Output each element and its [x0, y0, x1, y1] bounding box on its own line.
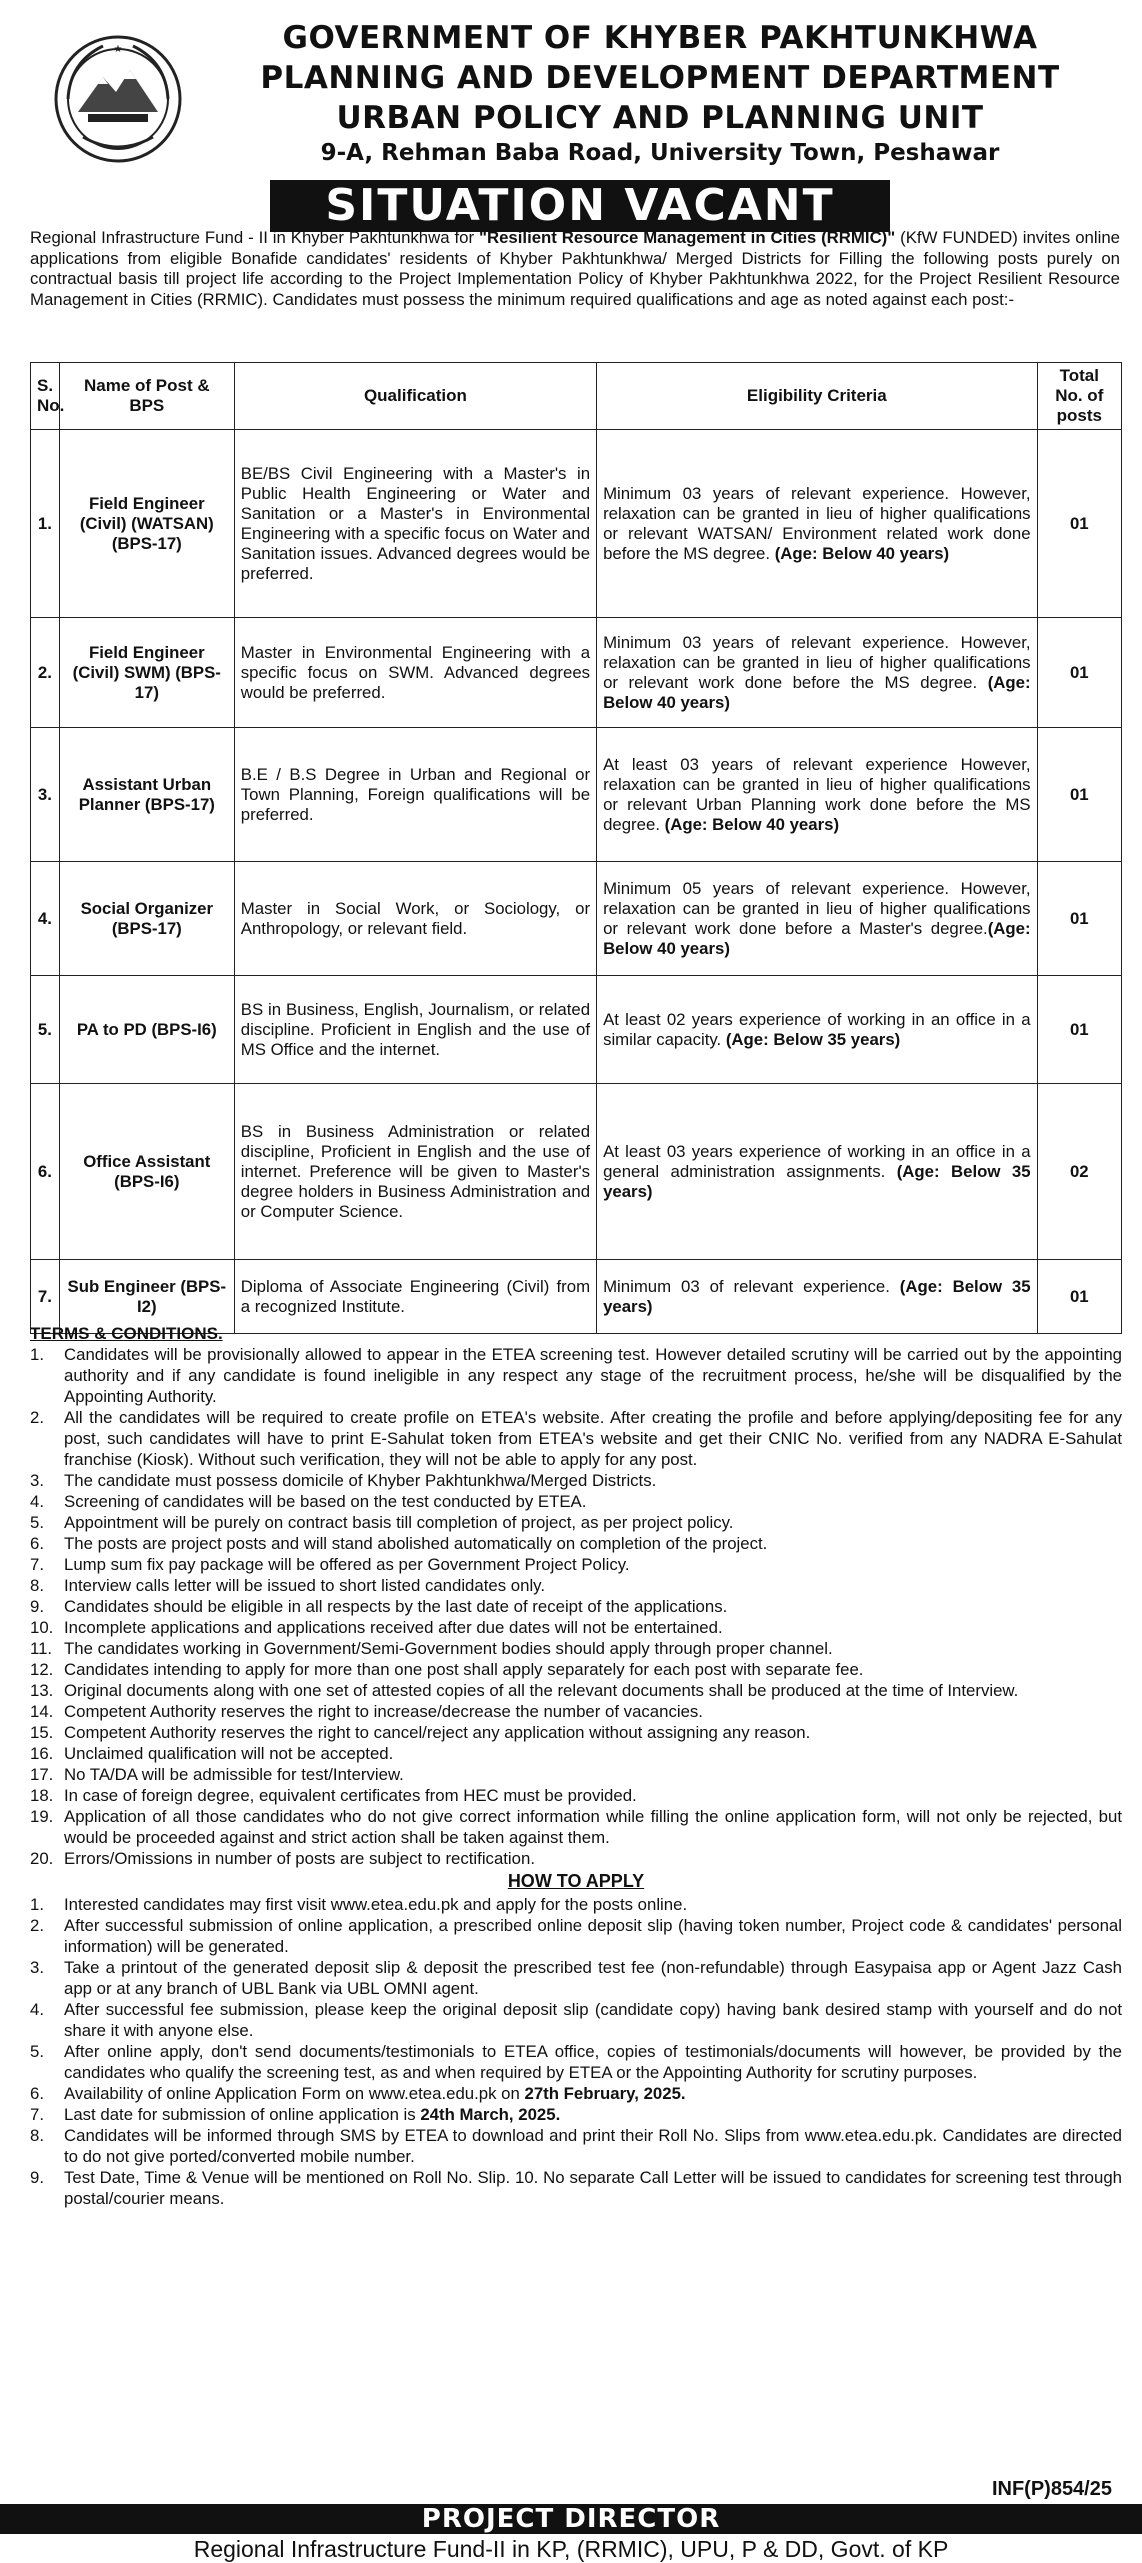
- list-item: [30, 2125, 1122, 2167]
- item-number: 9.: [30, 1597, 44, 1616]
- item-number: 10.: [30, 1618, 54, 1637]
- item-number: 20.: [30, 1849, 54, 1868]
- row-eligibility: [597, 1084, 1038, 1260]
- list-item: [30, 1722, 1122, 1743]
- header-post: Name of Post & BPS: [59, 363, 234, 430]
- item-number: 4.: [30, 1492, 44, 1511]
- item-text: Original documents along with one set of attested copies of all the relevant documents shall be produced at the time of Interview.: [64, 1681, 1019, 1700]
- age-limit: (Age: Below 35 years): [725, 1029, 901, 1049]
- age-limit: (Age: Below 35 years): [603, 1276, 1031, 1316]
- item-number: 8.: [30, 2126, 44, 2145]
- row-qualification: BE/BS Civil Engineering with a Master's in Public Health Engineering or Water and Sanitation or a Master's in Environmental Engineering with a specific focus on Water and Sanitation issues. Advanced degrees would be preferred.: [234, 430, 596, 618]
- list-item: [30, 2104, 1122, 2125]
- item-text: Unclaimed qualification will not be accepted.: [64, 1744, 394, 1763]
- row-sno: 4.: [31, 862, 60, 976]
- list-item: [30, 1470, 1122, 1491]
- row-post: Assistant Urban Planner (BPS-17): [59, 728, 234, 862]
- row-total: 02: [1037, 1084, 1121, 1260]
- list-item: [30, 1894, 1122, 1915]
- intro-paragraph: [30, 228, 1120, 310]
- item-number: 7.: [30, 2105, 44, 2124]
- item-number: 18.: [30, 1786, 54, 1805]
- list-item: [30, 1407, 1122, 1470]
- terms-list: [30, 1344, 1122, 1869]
- row-post: Field Engineer (Civil) SWM) (BPS-17): [59, 618, 234, 728]
- item-number: 5.: [30, 2042, 44, 2061]
- row-post: Office Assistant (BPS-I6): [59, 1084, 234, 1260]
- age-limit: (Age: Below 40 years): [603, 918, 1031, 958]
- row-eligibility: [597, 430, 1038, 618]
- row-sno: 6.: [31, 1084, 60, 1260]
- item-text: After successful submission of online application, a prescribed online deposit slip (having token number, Project code & candidates' personal information) will be generated.: [64, 1916, 1122, 1956]
- item-number: 6.: [30, 1534, 44, 1553]
- last-date: 24th March, 2025.: [420, 2105, 561, 2124]
- row-qualification: BS in Business Administration or related discipline, Proficient in English and the use of internet. Preference will be given to Master's degree holders in Business Administration and or Computer Science.: [234, 1084, 596, 1260]
- list-item: [30, 1344, 1122, 1407]
- header-department: PLANNING AND DEVELOPMENT DEPARTMENT: [260, 60, 1060, 96]
- terms-section: [30, 1323, 1122, 2209]
- item-number: 5.: [30, 1513, 44, 1532]
- eligibility-text: Minimum 05 years of relevant experience. However, relaxation can be granted in lieu of higher qualifications or relevant work done before a Master's degree.: [603, 878, 1031, 938]
- item-number: 2.: [30, 1408, 44, 1427]
- list-item: [30, 1533, 1122, 1554]
- how-to-apply-title: HOW TO APPLY: [507, 1871, 645, 1891]
- list-item: [30, 1575, 1122, 1596]
- row-post: Sub Engineer (BPS-I2): [59, 1260, 234, 1334]
- row-qualification: Master in Social Work, or Sociology, or Anthropology, or relevant field.: [234, 862, 596, 976]
- list-item: [30, 1999, 1122, 2041]
- item-text: Errors/Omissions in number of posts are subject to rectification.: [64, 1849, 535, 1868]
- item-text-part: Availability of online Application Form on www.etea.edu.pk on: [64, 2084, 525, 2103]
- row-sno: 1.: [31, 430, 60, 618]
- item-text: After online apply, don't send documents/testimonials to ETEA office, copies of testimonials/documents will however, be provided by the candidates who qualify the screening test, as and when required by ETEA or the Appointing Authority for scrutiny purposes.: [64, 2042, 1122, 2082]
- item-text: Application of all those candidates who do not give correct information while filling the online application form, will not only be rejected, but would be proceeded against and strict action shall be taken against them.: [64, 1807, 1122, 1847]
- item-text: Appointment will be purely on contract basis till completion of project, as per project policy.: [64, 1513, 734, 1532]
- item-text: Screening of candidates will be based on the test conducted by ETEA.: [64, 1492, 587, 1511]
- row-eligibility: [597, 618, 1038, 728]
- project-director-organization: Regional Infrastructure Fund-II in KP, (RRMIC), UPU, P & DD, Govt. of KP: [193, 2536, 949, 2562]
- list-item: [30, 1915, 1122, 1957]
- eligibility-text: At least 02 years experience of working in an office in a similar capacity.: [603, 1009, 1031, 1049]
- item-text: Competent Authority reserves the right to cancel/reject any application without assigning any reason.: [64, 1723, 811, 1742]
- item-number: 19.: [30, 1807, 54, 1826]
- row-total: 01: [1037, 862, 1121, 976]
- item-text: The candidate must possess domicile of Khyber Pakhtunkhwa/Merged Districts.: [64, 1471, 657, 1490]
- intro-text-1: Regional Infrastructure Fund - II in Khyber Pakhtunkhwa for: [30, 228, 479, 247]
- list-item: [30, 2041, 1122, 2083]
- row-qualification: BS in Business, English, Journalism, or related discipline. Proficient in English and the use of MS Office and the internet.: [234, 976, 596, 1084]
- header-eligibility: Eligibility Criteria: [597, 363, 1038, 430]
- eligibility-text: Minimum 03 of relevant experience.: [603, 1276, 900, 1296]
- row-sno: 7.: [31, 1260, 60, 1334]
- item-number: 1.: [30, 1345, 44, 1364]
- age-limit: (Age: Below 40 years): [603, 672, 1031, 712]
- posts-table: [30, 362, 1122, 1334]
- header-address: 9-A, Rehman Baba Road, University Town, Peshawar: [320, 140, 1000, 166]
- project-director-bar: PROJECT DIRECTOR: [0, 2504, 1142, 2534]
- item-text: Candidates intending to apply for more than one post shall apply separately for each post with separate fee.: [64, 1660, 864, 1679]
- list-item: [30, 2083, 1122, 2104]
- list-item: [30, 1680, 1122, 1701]
- intro-project-name: "Resilient Resource Management in Cities (RRMIC)": [479, 228, 896, 247]
- item-number: 6.: [30, 2084, 44, 2103]
- item-text: [64, 2083, 1122, 2104]
- list-item: [30, 1554, 1122, 1575]
- header: [0, 10, 1142, 231]
- item-number: 11.: [30, 1639, 53, 1658]
- list-item: [30, 1785, 1122, 1806]
- eligibility-text: Minimum 03 years of relevant experience. However, relaxation can be granted in lieu of higher qualifications or relevant WATSAN/ Environment related work done before the MS degree.: [603, 483, 1031, 563]
- list-item: [30, 1957, 1122, 1999]
- table-row: [31, 1084, 1122, 1260]
- list-item: [30, 2167, 1122, 2209]
- list-item: [30, 1596, 1122, 1617]
- item-text: The posts are project posts and will stand abolished automatically on completion of the project.: [64, 1534, 768, 1553]
- row-qualification: B.E / B.S Degree in Urban and Regional or Town Planning, Foreign qualifications will be preferred.: [234, 728, 596, 862]
- item-number: 9.: [30, 2168, 44, 2187]
- item-text: Competent Authority reserves the right to increase/decrease the number of vacancies.: [64, 1702, 703, 1721]
- list-item: [30, 1491, 1122, 1512]
- intro-text-2: (KfW FUNDED) invites online applications from eligible Bonafide candidates' residents of Khyber Pakhtunkhwa/ Merged Districts for Filling the following posts purely on contractual basis till project life according to the Project Implementation Policy of Khyber Pakhtunkhwa 2022, for the Project Resilient Resource Management in Cities (RRMIC). Candidates must possess the minimum required qualifications and age as noted against each post:-: [30, 228, 1121, 309]
- item-text: [64, 2104, 1122, 2125]
- item-text: In case of foreign degree, equivalent certificates from HEC must be provided.: [64, 1786, 637, 1805]
- header-total: Total No. of posts: [1037, 363, 1121, 430]
- list-item: [30, 1764, 1122, 1785]
- footer: [0, 2478, 1142, 2560]
- header-sno: S. No.: [31, 363, 60, 430]
- header-unit: URBAN POLICY AND PLANNING UNIT: [336, 100, 984, 136]
- item-text: Candidates will be provisionally allowed to appear in the ETEA screening test. However detailed scrutiny will be carried out by the appointing authority and if any candidate is found ineligible in any respect any stage of the recruitment process, he/she will be disqualified by the Appointing Authority.: [64, 1345, 1122, 1406]
- row-eligibility: [597, 728, 1038, 862]
- row-total: 01: [1037, 430, 1121, 618]
- row-sno: 5.: [31, 976, 60, 1084]
- item-text: Candidates should be eligible in all respects by the last date of receipt of the applications.: [64, 1597, 728, 1616]
- list-item: [30, 1701, 1122, 1722]
- item-number: 1.: [30, 1895, 44, 1914]
- list-item: [30, 1743, 1122, 1764]
- situation-vacant-banner: SITUATION VACANT: [270, 180, 890, 232]
- item-text: No TA/DA will be admissible for test/Interview.: [64, 1765, 404, 1784]
- row-qualification: Master in Environmental Engineering with a specific focus on SWM. Advanced degrees would be preferred.: [234, 618, 596, 728]
- table-row: [31, 976, 1122, 1084]
- item-text: Test Date, Time & Venue will be mentioned on Roll No. Slip. 10. No separate Call Letter will be issued to candidates for screening test through postal/courier means.: [64, 2168, 1122, 2208]
- item-number: 7.: [30, 1555, 44, 1574]
- item-number: 14.: [30, 1702, 54, 1721]
- item-number: 15.: [30, 1723, 54, 1742]
- row-post: PA to PD (BPS-I6): [59, 976, 234, 1084]
- list-item: [30, 1848, 1122, 1869]
- table-header-row: [31, 363, 1122, 430]
- item-text: Incomplete applications and applications received after due dates will not be entertained.: [64, 1618, 723, 1637]
- row-post: Field Engineer (Civil) (WATSAN) (BPS-17): [59, 430, 234, 618]
- item-number: 3.: [30, 1471, 44, 1490]
- list-item: [30, 1617, 1122, 1638]
- row-eligibility: [597, 862, 1038, 976]
- item-number: 3.: [30, 1958, 44, 1977]
- advertisement-reference: INF(P)854/25: [991, 2478, 1112, 2500]
- age-limit: (Age: Below 40 years): [774, 543, 950, 563]
- availability-date: 27th February, 2025.: [524, 2084, 686, 2103]
- item-number: 13.: [30, 1681, 54, 1700]
- kp-government-emblem-icon: [48, 32, 188, 167]
- item-text: Interested candidates may first visit www.etea.edu.pk and apply for the posts online.: [64, 1895, 688, 1914]
- list-item: [30, 1806, 1122, 1848]
- item-text-part: Last date for submission of online application is: [64, 2105, 421, 2124]
- list-item: [30, 1512, 1122, 1533]
- item-text: Candidates will be informed through SMS by ETEA to download and print their Roll No. Slips from www.etea.edu.pk. Candidates are directed to do not give ported/converted mobile number.: [64, 2126, 1122, 2166]
- list-item: [30, 1659, 1122, 1680]
- list-item: [30, 1638, 1122, 1659]
- table-row: [31, 618, 1122, 728]
- table-row: [31, 862, 1122, 976]
- age-limit: (Age: Below 35 years): [603, 1161, 1031, 1201]
- row-sno: 2.: [31, 618, 60, 728]
- table-row: [31, 728, 1122, 862]
- row-total: 01: [1037, 728, 1121, 862]
- item-text: Take a printout of the generated deposit slip & deposit the prescribed test fee (non-refundable) through Easypaisa app or Agent Jazz Cash app or at any branch of UBL Bank via UBL OMNI agent.: [64, 1958, 1122, 1998]
- table-row: [31, 430, 1122, 618]
- row-total: 01: [1037, 618, 1121, 728]
- row-total: 01: [1037, 1260, 1121, 1334]
- item-number: 2.: [30, 1916, 44, 1935]
- eligibility-text: At least 03 years experience of working in an office in a general administration assignments.: [603, 1141, 1031, 1181]
- header-government: GOVERNMENT OF KHYBER PAKHTUNKHWA: [282, 20, 1038, 56]
- eligibility-text: At least 03 years of relevant experience However, relaxation can be granted in lieu of higher qualifications or relevant Urban Planning work done before the MS degree.: [603, 754, 1031, 834]
- how-to-apply-list: [30, 1894, 1122, 2209]
- item-text: Lump sum fix pay package will be offered as per Government Project Policy.: [64, 1555, 630, 1574]
- svg-text:★: ★: [113, 44, 123, 55]
- row-qualification: Diploma of Associate Engineering (Civil) from a recognized Institute.: [234, 1260, 596, 1334]
- eligibility-text: Minimum 03 years of relevant experience. However, relaxation can be granted in lieu of higher qualifications or relevant work done before the MS degree.: [603, 632, 1031, 692]
- item-text: All the candidates will be required to create profile on ETEA's website. After creating the profile and before applying/depositing fee for any post, such candidates will have to print E-Sahulat token from ETEA's website and get their CNIC No. verified from any NADRA E-Sahulat franchise (Kiosk). Without such verification, they will not be able to apply for any post.: [64, 1408, 1122, 1469]
- item-text: The candidates working in Government/Semi-Government bodies should apply through proper channel.: [64, 1639, 833, 1658]
- item-number: 8.: [30, 1576, 44, 1595]
- header-qualification: Qualification: [234, 363, 596, 430]
- age-limit: (Age: Below 40 years): [664, 814, 840, 834]
- item-text: After successful fee submission, please keep the original deposit slip (candidate copy) having bank desired stamp with yourself and do not share it with anyone else.: [64, 2000, 1122, 2040]
- row-total: 01: [1037, 976, 1121, 1084]
- item-number: 17.: [30, 1765, 54, 1784]
- row-eligibility: [597, 976, 1038, 1084]
- row-sno: 3.: [31, 728, 60, 862]
- item-number: 16.: [30, 1744, 54, 1763]
- item-number: 12.: [30, 1660, 54, 1679]
- item-text: Interview calls letter will be issued to short listed candidates only.: [64, 1576, 545, 1595]
- terms-title: TERMS & CONDITIONS.: [30, 1324, 223, 1343]
- item-number: 4.: [30, 2000, 44, 2019]
- row-post: Social Organizer (BPS-17): [59, 862, 234, 976]
